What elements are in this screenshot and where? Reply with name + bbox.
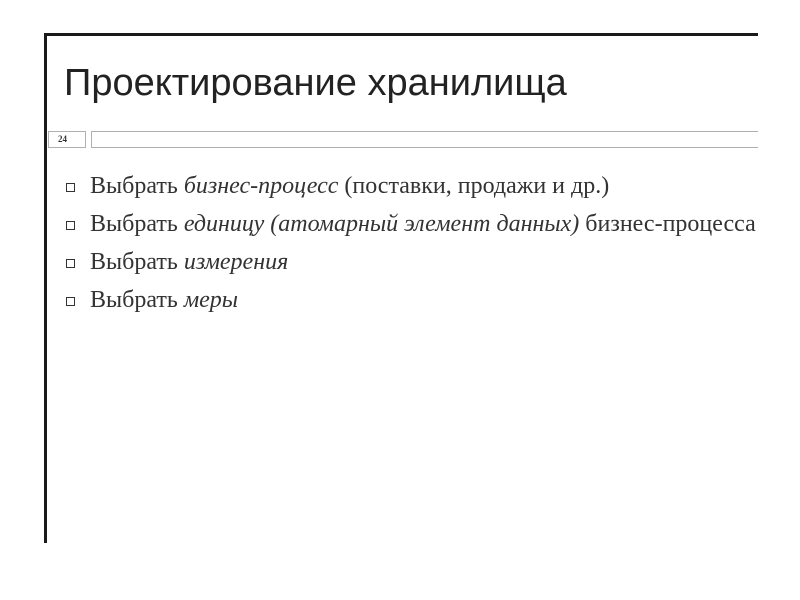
bullet-lead-text: Выбрать (90, 173, 184, 199)
bullet-item-measures (64, 284, 756, 317)
slide-frame-top-border (44, 33, 758, 36)
page-number-box: 24 (48, 131, 86, 148)
bullet-emphasis-text: измерения (183, 249, 289, 275)
slide-title: Проектирование хранилища (64, 62, 567, 104)
bullet-item-dimensions (64, 246, 756, 279)
bullet-item-grain (64, 208, 756, 241)
slide-frame-left-border (44, 33, 47, 543)
bullet-lead-text: Выбрать (90, 287, 184, 313)
square-bullet-icon (66, 259, 75, 268)
bullet-emphasis-text: меры (183, 287, 239, 313)
bullet-tail-text: бизнес-процесса (579, 211, 756, 237)
square-bullet-icon (66, 183, 75, 192)
bullet-lead-text: Выбрать (90, 211, 184, 237)
bullet-emphasis-text: единицу (атомарный элемент данных) (183, 211, 580, 237)
bullet-list (64, 170, 756, 322)
bullet-lead-text: Выбрать (90, 249, 184, 275)
square-bullet-icon (66, 297, 75, 306)
bullet-tail-text: (поставки, продажи и др.) (338, 173, 610, 199)
header-text-field (91, 131, 758, 148)
bullet-item-business-process (64, 170, 756, 203)
bullet-emphasis-text: бизнес-процесс (183, 173, 339, 199)
square-bullet-icon (66, 221, 75, 230)
